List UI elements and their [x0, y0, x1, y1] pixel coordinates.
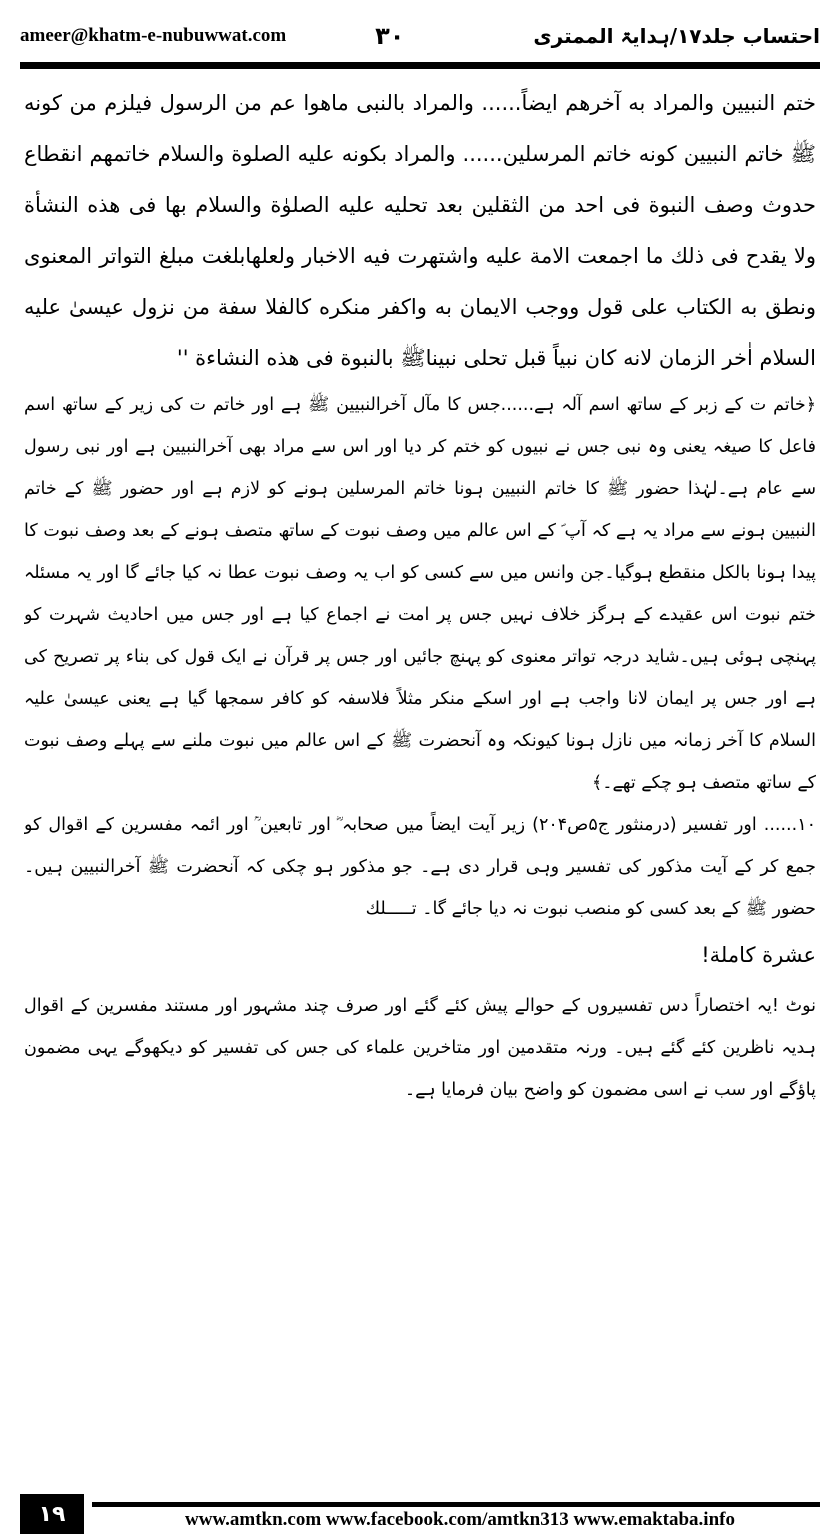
header-book-title: احتساب جلد۱۷/ہدایۃ الممتری: [533, 24, 820, 48]
section-10-paragraph: ۱۰...... اور تفسیر (درمنثور ج۵ص۲۰۴) زیر آیت ایضاً میں صحابہ ؓ اور تابعین ؒ اور ائمہ مفسرین کے اقوال کو جمع کر کے آیت مذکور کی تفسیر وہی قرار دی ہے۔ جو مذکور ہو چکی کہ آنحضرت ﷺ آخرالنبیین ہیں۔حضور ﷺ کے بعد کسی کو منصب نبوت نہ دیا جائے گا۔ تـــــلك: [24, 815, 816, 919]
footer-page-number: ۱۹: [20, 1494, 84, 1534]
header-divider: [20, 62, 820, 69]
arabic-quote-paragraph: ختم النبیین والمراد به آخرهم ایضاً...... والمراد بالنبی ماهوا عم من الرسول فیلزم من کونه ﷺ خاتم النبیین کونه خاتم المرسلین...... والمراد بکونه علیه الصلوة والسلام خاتمهم انقطاع حدوث وصف النبوة فی احد من الثقلین بعد تحلیه علیه الصلوٰة والسلام بها فی هذه النشأة ولا یقدح فی ذلك ما اجمعت الامة علیه واشتهرت فیه الاخبار ولعلهابلغت مبلغ التواتر المعنوی ونطق به الکتاب علی قول ووجب الایمان به واکفر منکره کالفلا سفة من نزول عیسیٰ علیه السلام اٰخر الزمان لانه کان نبیاً قبل تحلی نبیناﷺ بالنبوة فی هذه النشاءة '': [24, 91, 816, 370]
page-footer: [20, 1494, 820, 1534]
note-paragraph: نوٹ !یہ اختصاراً دس تفسیروں کے حوالے پیش کئے گئے اور صرف چند مشہور اور مستند مفسرین کے اقوال ہدیہ ناظرین کئے گئے ہیں۔ ورنہ متقدمین اور متاخرین علماء کی جس کی تفسیر کو دیکھوگے یہی مضمون پاؤگے اور سب نے اسی مضمون کو واضح بیان فرمایا ہے۔: [24, 996, 816, 1100]
header-page-number: ۳۰: [375, 22, 405, 50]
footer-divider: [92, 1502, 820, 1507]
header-email: ameer@khatm-e-nubuwwat.com: [20, 25, 287, 46]
page-body: [24, 78, 816, 1478]
page-header: [20, 14, 820, 58]
footer-website-links: www.amtkn.com www.facebook.com/amtkn313 www.emaktaba.info: [185, 1509, 735, 1530]
arabic-closing-line: عشرة كاملة!: [701, 943, 816, 967]
urdu-translation-paragraph: ﴿خاتم ت کے زبر کے ساتھ اسم آلہ ہے......جس کا مآل آخرالنبیین ﷺ ہے اور خاتم ت کی زیر کے ساتھ اسم فاعل کا صیغہ یعنی وہ نبی جس نے نبیوں کو ختم کر دیا اور اس سے مراد بھی آخرالنبیین ہے اور نبی رسول سے عام ہے۔لہٰذا حضور ﷺ کا خاتم النبیین ہونا خاتم المرسلین ہونے کو لازم ہے اور حضور ﷺ کے خاتم النبیین ہونے سے مراد یہ ہے کہ آپ ؐ کے اس عالم میں وصف نبوت کے ساتھ متصف ہونے کے بعد وصف نبوت کا پیدا ہونا بالکل منقطع ہوگیا۔جن وانس میں سے کسی کو اب یہ وصف نبوت عطا نہ کیا جائے گا اور یہ مسئلہ ختم نبوت اس عقیدے کے ہرگز خلاف نہیں جس پر امت نے اجماع کیا ہے اور جس میں احادیث شہرت کو پہنچی ہوئی ہیں۔شاید درجہ تواتر معنوی کو پہنچ جائیں اور جس پر قرآن نے ایک قول کی بناء پر تصریح کی ہے اور جس پر ایمان لانا واجب ہے اور اسکے منکر مثلاً فلاسفہ کو کافر سمجھا گیا ہے یعنی عیسیٰ علیہ السلام کا آخر زمانہ میں نازل ہونا کیونکہ وہ آنحضرت ﷺ کے اس عالم میں نبوت ملنے سے پہلے وصف نبوت کے ساتھ متصف ہو چکے تھے۔﴾: [24, 395, 816, 793]
